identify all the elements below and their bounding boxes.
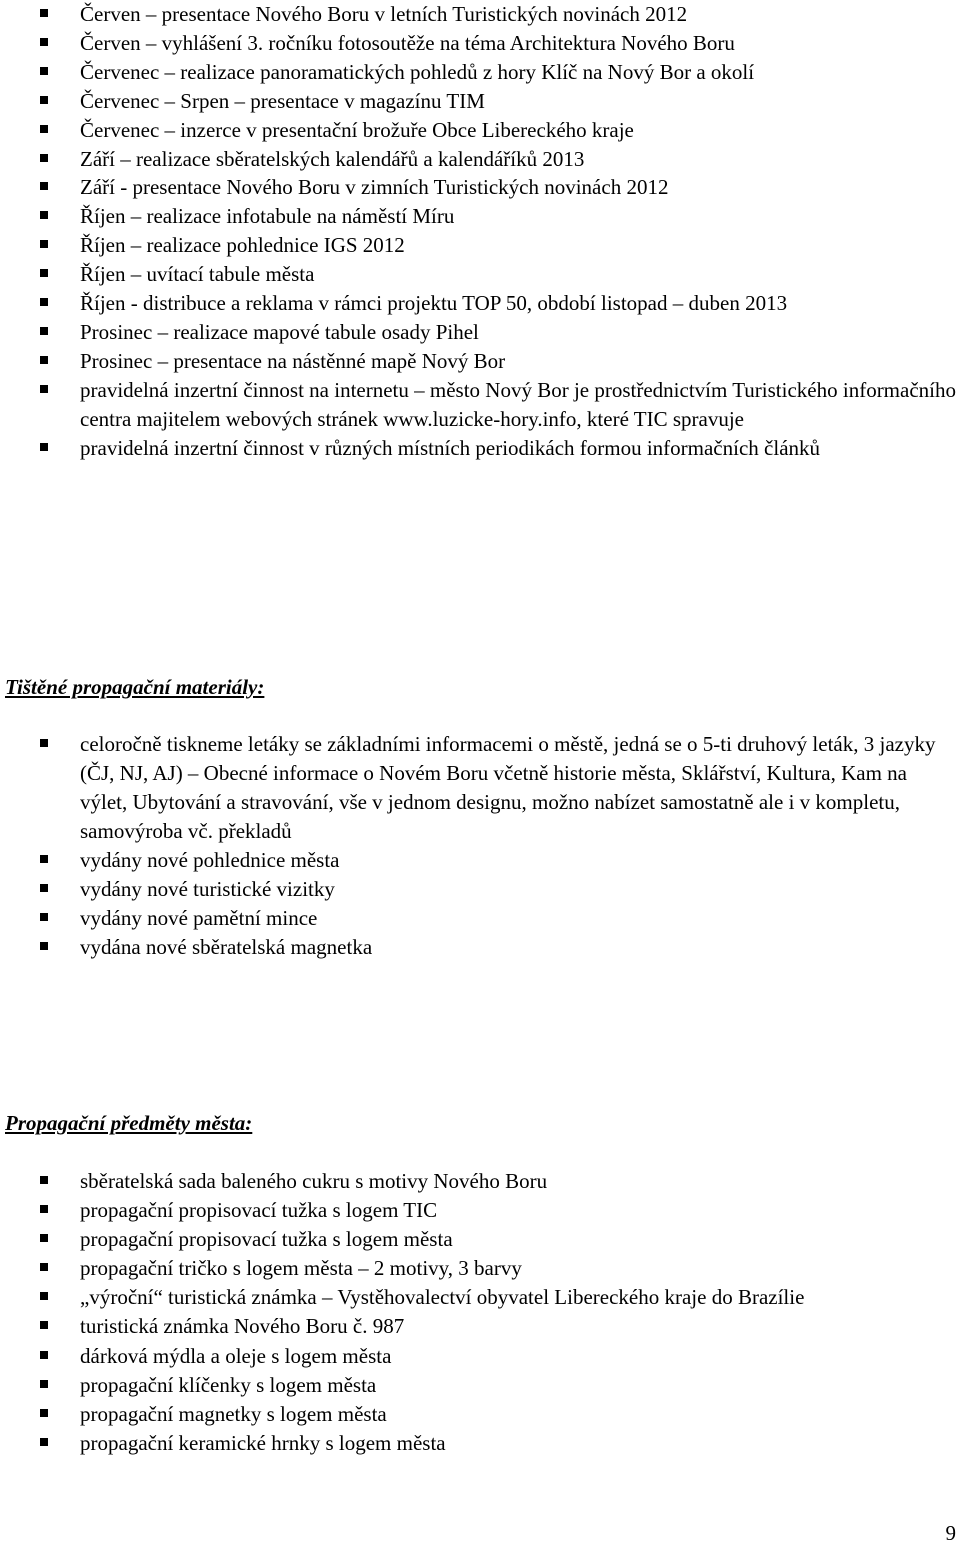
list-item	[0, 1312, 960, 1341]
list-item-text: Prosinec – realizace mapové tabule osady Pihel	[80, 319, 479, 344]
printed-materials-list	[0, 730, 960, 962]
square-bullet-icon	[40, 1292, 48, 1300]
square-bullet-icon	[40, 1380, 48, 1388]
list-item-text: propagační keramické hrnky s logem města	[80, 1430, 446, 1455]
list-item	[0, 1400, 960, 1429]
square-bullet-icon	[40, 942, 48, 950]
square-bullet-icon	[40, 269, 48, 277]
list-item-text: sběratelská sada baleného cukru s motivy Nového Boru	[80, 1169, 548, 1193]
events-list	[0, 0, 960, 463]
list-item-text: propagační propisovací tužka s logem města	[80, 1227, 453, 1252]
square-bullet-icon	[40, 240, 48, 248]
list-item-text: vydána nové sběratelská magnetka	[80, 935, 373, 959]
list-item	[0, 376, 960, 434]
list-item	[0, 1371, 960, 1400]
square-bullet-icon	[40, 443, 48, 451]
list-item	[0, 1225, 960, 1254]
list-item	[0, 318, 960, 347]
list-item-text: Říjen - distribuce a reklama v rámci projektu TOP 50, období listopad – duben 2013	[80, 291, 788, 316]
square-bullet-icon	[40, 67, 48, 75]
list-item-text: Červen – presentace Nového Boru v letních Turistických novinách 2012	[80, 2, 688, 26]
printed-materials-heading: Tištěné propagační materiály:	[5, 675, 265, 699]
promotional-items-heading: Propagační předměty města:	[5, 1111, 253, 1135]
square-bullet-icon	[40, 96, 48, 104]
square-bullet-icon	[40, 739, 48, 747]
list-item	[0, 29, 960, 58]
list-item-text: Červen – vyhlášení 3. ročníku fotosoutěže na téma Architektura Nového Boru	[80, 30, 735, 55]
list-item	[0, 933, 960, 962]
list-item	[0, 173, 960, 202]
list-item-text: Říjen – realizace infotabule na náměstí Míru	[80, 204, 455, 229]
list-item-text: vydány nové pamětní mince	[80, 906, 318, 930]
list-item-text: Říjen – realizace pohlednice IGS 2012	[80, 233, 405, 258]
square-bullet-icon	[40, 1263, 48, 1271]
list-item-text: vydány nové pohlednice města	[80, 848, 340, 872]
list-item-text: „výroční“ turistická známka – Vystěhovalectví obyvatel Libereckého kraje do Brazílie	[80, 1285, 805, 1310]
list-item	[0, 116, 960, 145]
list-item	[0, 875, 960, 904]
list-item	[0, 1283, 960, 1312]
list-item	[0, 289, 960, 318]
square-bullet-icon	[40, 385, 48, 393]
square-bullet-icon	[40, 1234, 48, 1242]
list-item-text: Červenec – Srpen – presentace v magazínu TIM	[80, 88, 485, 113]
square-bullet-icon	[40, 1176, 48, 1184]
list-item-text: Říjen – uvítací tabule města	[80, 262, 315, 287]
list-item	[0, 434, 960, 463]
list-item	[0, 231, 960, 260]
square-bullet-icon	[40, 327, 48, 335]
list-item	[0, 1254, 960, 1283]
list-item	[0, 260, 960, 289]
list-item-text: propagační magnetky s logem města	[80, 1401, 387, 1426]
list-item-text: pravidelná inzertní činnost v různých místních periodikách formou informačních článků	[80, 435, 821, 460]
list-item-text: Prosinec – presentace na nástěnné mapě Nový Bor	[80, 348, 506, 373]
list-item-text: pravidelná inzertní činnost na internetu – město Nový Bor je prostřednictvím Turistického informačního centra majitelem webových stránek www.luzicke-hory.info, které TIC spravuje	[80, 377, 956, 431]
list-item	[0, 1429, 960, 1458]
square-bullet-icon	[40, 1351, 48, 1359]
list-item	[0, 904, 960, 933]
promotional-items-list	[0, 1167, 960, 1458]
list-item	[0, 846, 960, 875]
list-item-text: turistická známka Nového Boru č. 987	[80, 1314, 405, 1339]
square-bullet-icon	[40, 884, 48, 892]
list-item-text: Září - presentace Nového Boru v zimních Turistických novinách 2012	[80, 175, 669, 200]
square-bullet-icon	[40, 38, 48, 46]
list-item	[0, 0, 960, 29]
list-item-text: dárková mýdla a oleje s logem města	[80, 1343, 392, 1368]
list-item-text: propagační klíčenky s logem města	[80, 1372, 377, 1397]
square-bullet-icon	[40, 211, 48, 219]
list-item-text: Září – realizace sběratelských kalendářů a kalendáříků 2013	[80, 146, 585, 171]
square-bullet-icon	[40, 1438, 48, 1446]
square-bullet-icon	[40, 154, 48, 162]
square-bullet-icon	[40, 9, 48, 17]
list-item	[0, 145, 960, 174]
square-bullet-icon	[40, 855, 48, 863]
square-bullet-icon	[40, 298, 48, 306]
list-item-text: propagační tričko s logem města – 2 motivy, 3 barvy	[80, 1256, 522, 1281]
square-bullet-icon	[40, 1205, 48, 1213]
page-number: 9	[945, 1521, 956, 1545]
square-bullet-icon	[40, 1409, 48, 1417]
list-item-text: celoročně tiskneme letáky se základními informacemi o městě, jedná se o 5-ti druhový leták, 3 jazyky (ČJ, NJ, AJ) – Obecné informace o Novém Boru včetně historie města, Sklářství, Kultura, Kam na výlet, Ubytování a stravování, vše v jednom designu, možno nabízet samostatně ale i v kompletu, samovýroba vč. překladů	[80, 732, 936, 843]
square-bullet-icon	[40, 1321, 48, 1329]
square-bullet-icon	[40, 125, 48, 133]
list-item	[0, 202, 960, 231]
square-bullet-icon	[40, 913, 48, 921]
list-item	[0, 87, 960, 116]
list-item-text: propagační propisovací tužka s logem TIC	[80, 1198, 438, 1223]
list-item	[0, 730, 960, 846]
list-item	[0, 347, 960, 376]
list-item	[0, 1342, 960, 1371]
list-item-text: Červenec – inzerce v presentační brožuře Obce Libereckého kraje	[80, 117, 634, 142]
list-item	[0, 58, 960, 87]
square-bullet-icon	[40, 182, 48, 190]
list-item	[0, 1196, 960, 1225]
list-item-text: Červenec – realizace panoramatických pohledů z hory Klíč na Nový Bor a okolí	[80, 59, 755, 84]
square-bullet-icon	[40, 356, 48, 364]
list-item	[0, 1167, 960, 1196]
list-item-text: vydány nové turistické vizitky	[80, 877, 335, 901]
